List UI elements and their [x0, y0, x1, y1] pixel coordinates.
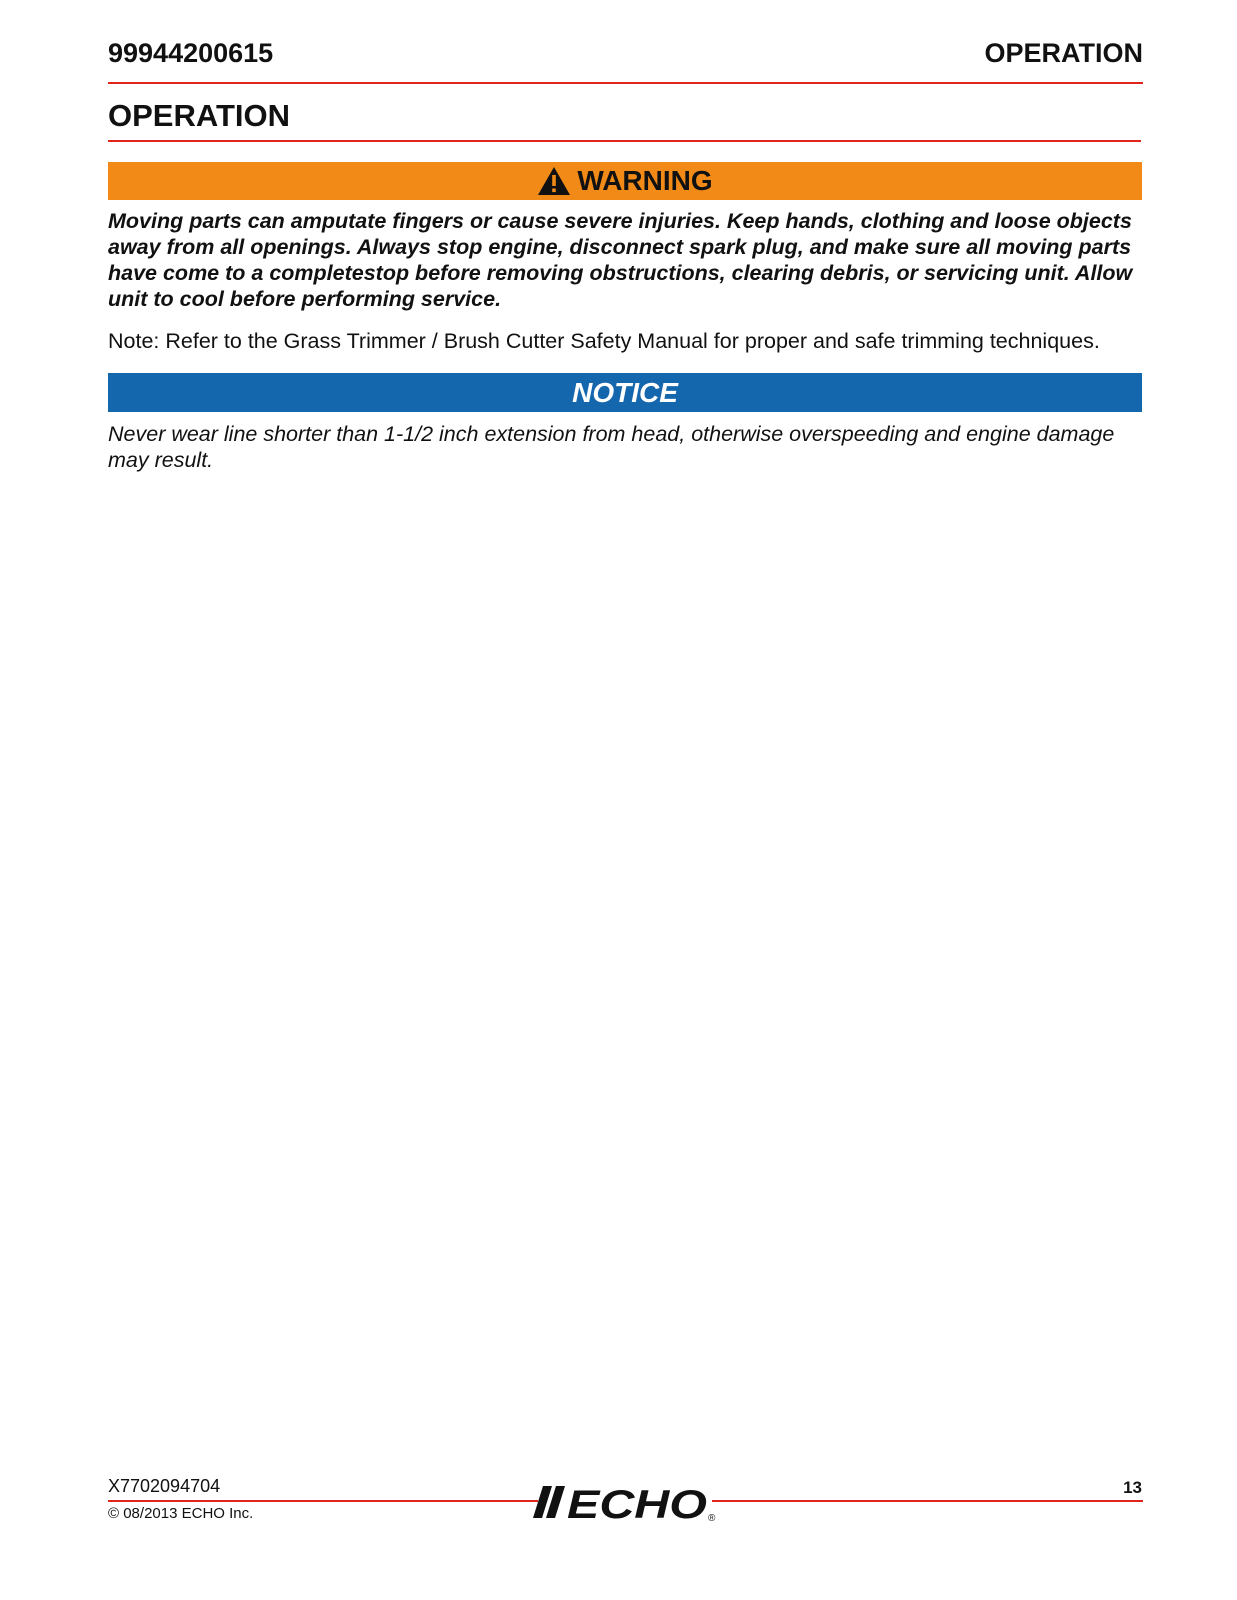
header-section-title: OPERATION	[984, 38, 1143, 68]
echo-logo-registered-mark: ®	[708, 1513, 716, 1524]
doc-number: 99944200615	[108, 38, 274, 68]
footer-divider-right	[712, 1500, 1143, 1502]
footer-divider-left	[108, 1500, 538, 1502]
page-header	[108, 38, 1143, 84]
page-title: OPERATION	[108, 98, 290, 133]
note-text: Note: Refer to the Grass Trimmer / Brush Cutter Safety Manual for proper and safe trimming techniques.	[108, 329, 1100, 353]
warning-triangle-icon	[537, 166, 577, 196]
title-divider	[108, 140, 1141, 142]
notice-banner	[108, 373, 1142, 412]
page-number: 13	[1123, 1478, 1142, 1497]
warning-text: Moving parts can amputate fingers or cause severe injuries. Keep hands, clothing and loose objects away from all openings. Always stop engine, disconnect spark plug, and make sure all moving parts have come to a completestop before removing obstructions, clearing debris, or servicing unit. Allow unit to cool before performing service.	[108, 209, 1133, 311]
footer-part-number: X7702094704	[108, 1476, 221, 1496]
warning-label: WARNING	[577, 165, 713, 196]
echo-logo	[527, 1480, 719, 1524]
header-divider	[108, 82, 1143, 84]
notice-label: NOTICE	[572, 376, 678, 408]
notice-text: Never wear line shorter than 1-1/2 inch extension from head, otherwise overspeeding and engine damage may result.	[108, 422, 1115, 472]
footer-copyright: © 08/2013 ECHO Inc.	[108, 1505, 254, 1522]
warning-banner	[108, 162, 1142, 200]
echo-logo-text: ECHO	[567, 1483, 707, 1524]
